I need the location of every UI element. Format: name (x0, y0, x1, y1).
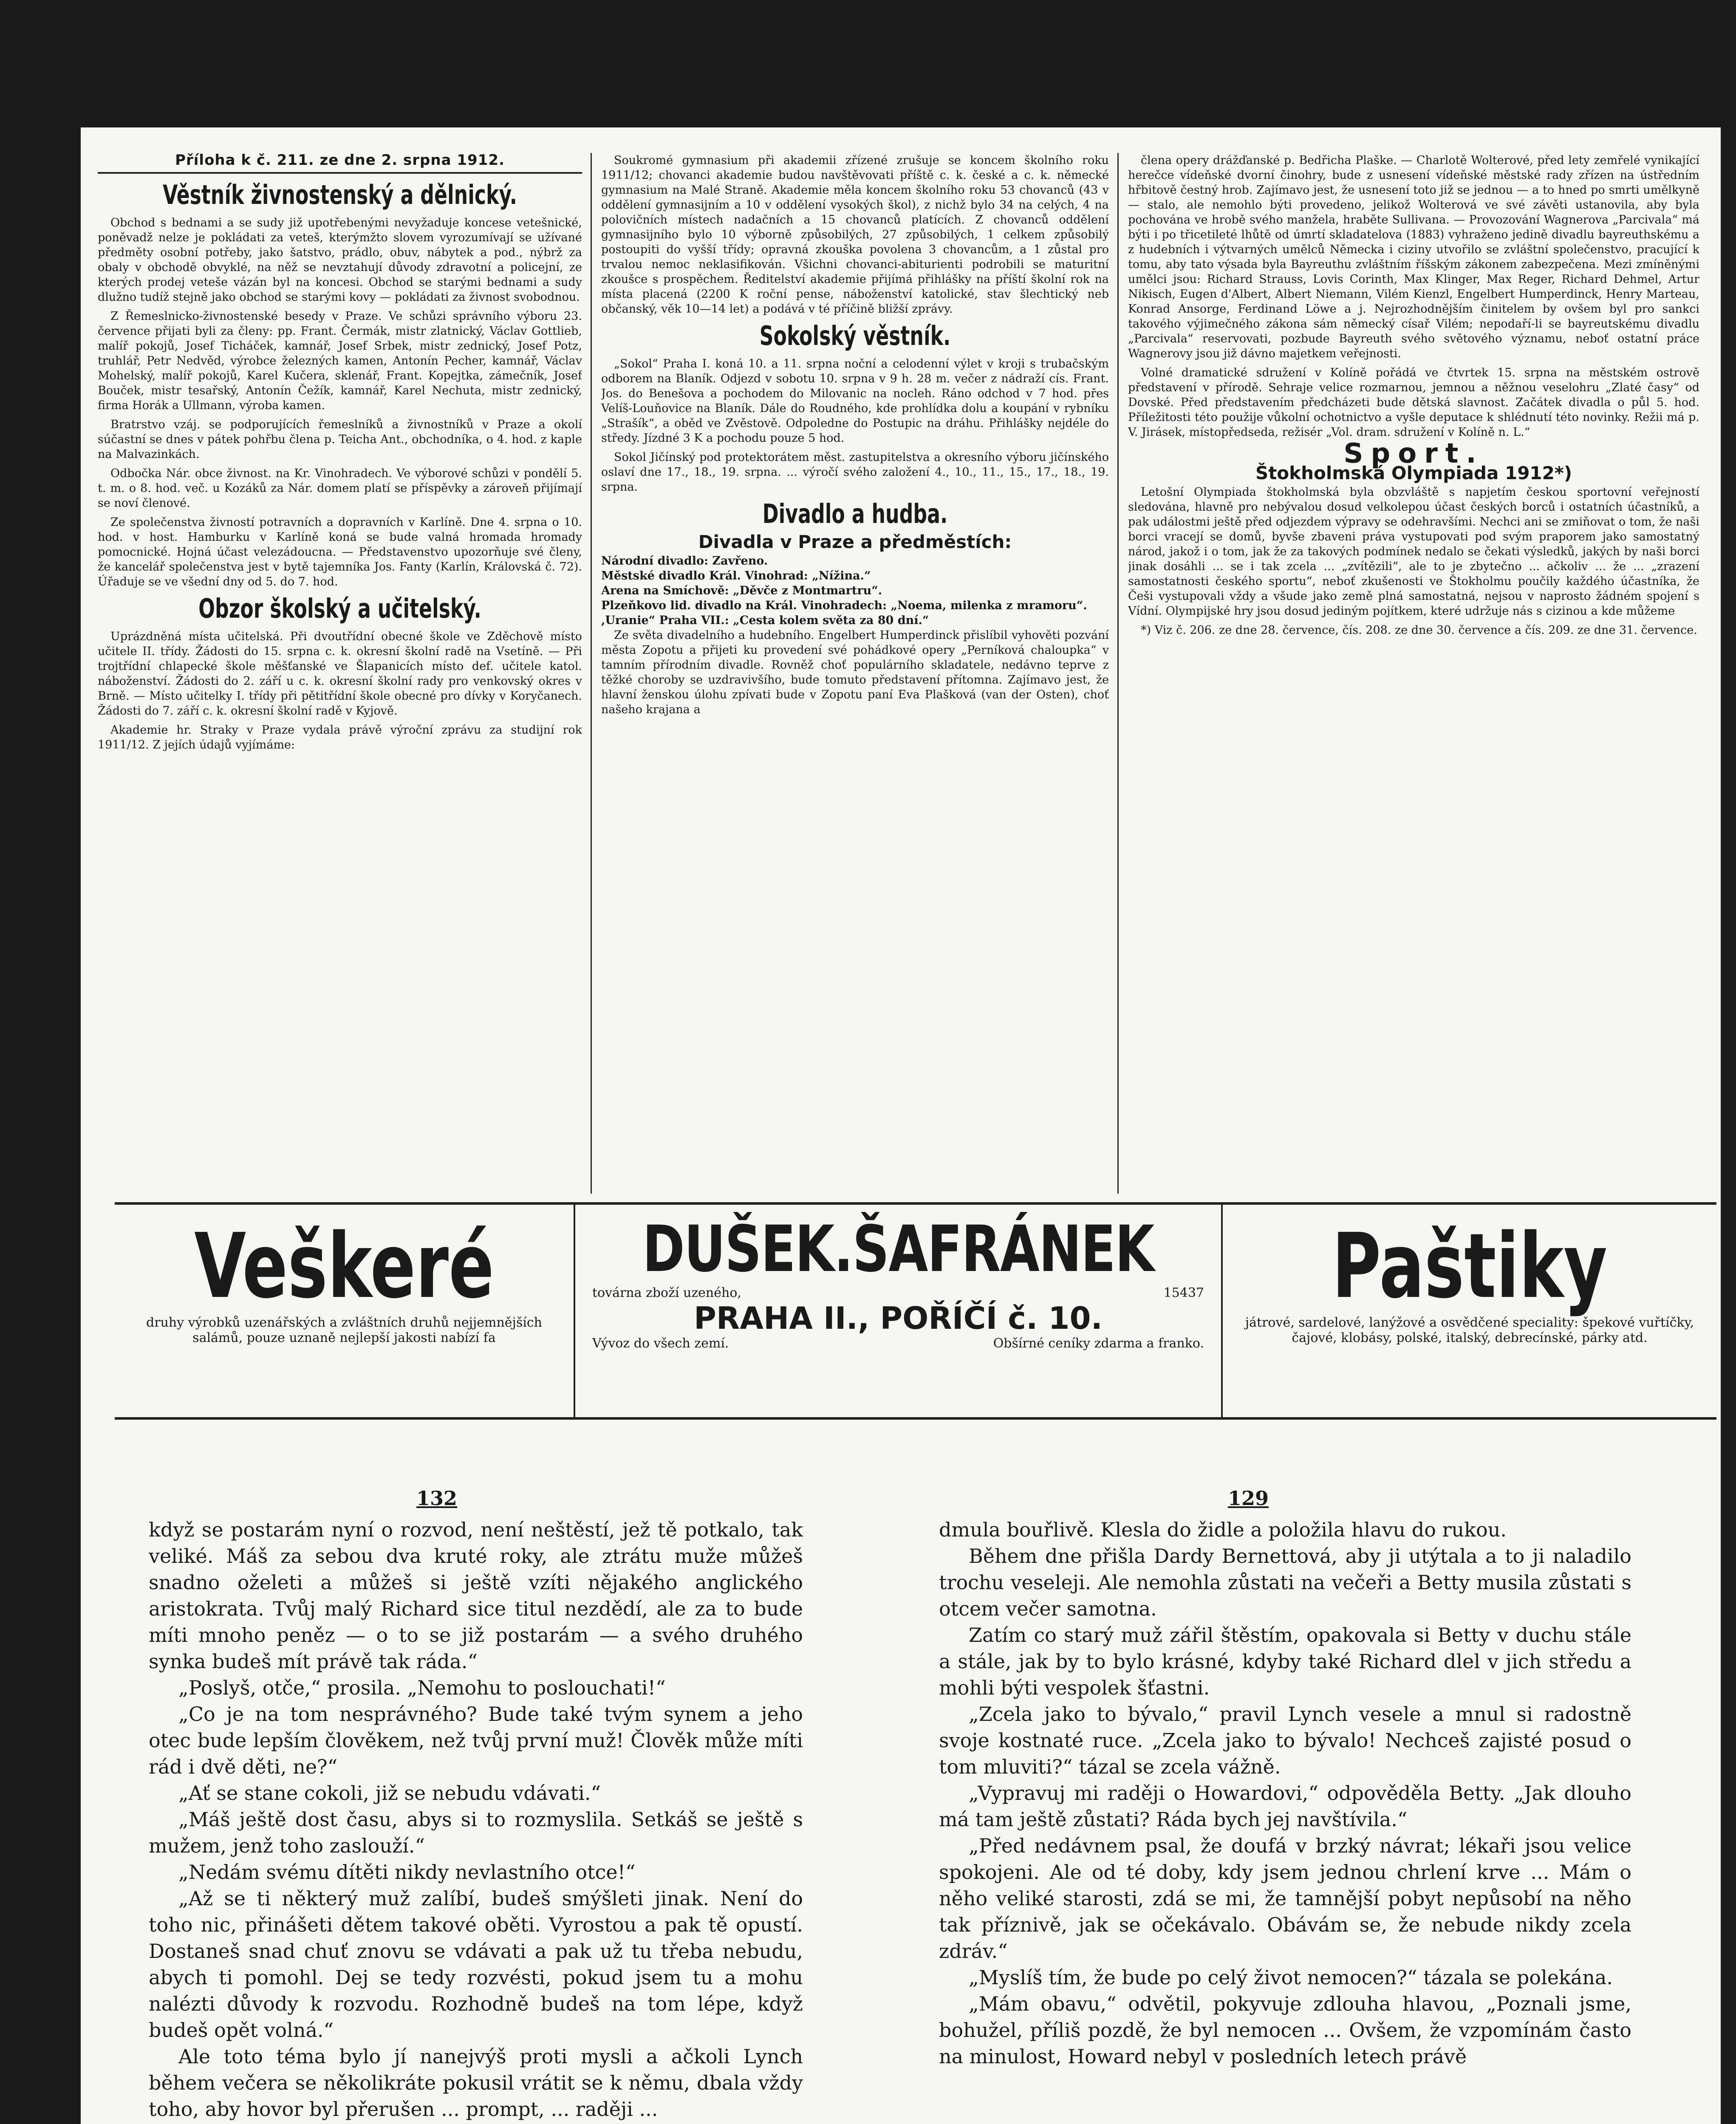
novel-paragraph: „Vypravuj mi raději o Howardovi,“ odpověděla Betty. „Jak dlouho má tam ještě zůstati? Ráda bych jej navštívila.“ (939, 1782, 1631, 1831)
column-rule (1117, 153, 1119, 1194)
ad-pastiky-title: Paštiky (1332, 1214, 1607, 1318)
sport-subheading: Štokholmská Olympiada 1912*) (1255, 463, 1572, 483)
novel-paragraph: „Mám obavu,“ odvětil, pokyvuje zdlouha hlavou, „Poznali jsme, bohužel, příliš pozdě, že byl nemocen ... Ovšem, že vzpomínám často na minulost, Howard nebyl v posledních letech právě (939, 1992, 1631, 2068)
novel-paragraph: když se postarám nyní o rozvod, není neštěstí, jež tě potkalo, tak veliké. Máš za sebou dva kruté roky, ale ztrátu muže můžeš snadno oželeti a můžeš si ještě vzíti nějakého anglického aristokrata. Tvůj malý Richard sice titul nezdědí, ale za to bude míti mnoho peněz — o to se již postarám — a svého druhého synka budeš mít právě tak ráda.“ (149, 1518, 803, 1673)
ad-company-address: PRAHA II., POŘÍČÍ č. 10. (694, 1300, 1103, 1336)
ad-company-catalog: Obšírné ceníky zdarma a franko. (993, 1336, 1204, 1351)
article-paragraph: Sokol Jičínský pod protektorátem měst. zastupitelstva a okresního výboru jičínského oslaví dne 17., 18., 19. srpna. ... výročí svého založení 4., 10., 11., 15., 17., 18., 19. srpna. (601, 451, 1109, 494)
scanned-page (81, 127, 1721, 2124)
divider (98, 172, 582, 174)
ad-company-name: DUŠEK.ŠAFRÁNEK (642, 1212, 1154, 1286)
article-paragraph: Obchod s bednami a se sudy již upotřebenými nevyžaduje koncese vetešnické, poněvadž nelze je pokládati za veteš, kterýmžto slovem vyrozumívají se užívané předměty osobní potřeby, jako šatstvo, prádlo, obuv, nábytek a pod., nýbrž za obaly v obchodě obvyklé, na něž se nevztahují důvody zdravotní a policejní, ze kterých prodej veteše vázán byl na koncesi. Obchod se starými bednami a sudy dlužno tudíž stejně jako obchod se starými kovy — pokládati za živnost svobodnou. (98, 216, 582, 304)
novel-paragraph: „Až se ti některý muž zalíbí, budeš smýšleti jinak. Není do toho nic, přinášeti dětem takové oběti. Vyrostou a pak tě opustí. Dostaneš snad chuť znovu se vdávati a pak už tu třeba nebudu, abych ti pomohl. Dej se tedy rozvésti, pokud jsem tu a mohu nalézti důvody k rozvodu. Rozhodně budeš na tom lépe, když budeš opět volná.“ (149, 1887, 803, 2042)
ad-company-phone: 15437 (1163, 1285, 1204, 1300)
section-heading-school: Obzor školský a učitelský. (198, 593, 481, 624)
novel-paragraph: „Zcela jako to bývalo,“ pravil Lynch vesele a mnul si radostně svoje kostnaté ruce. „Zcela jako to bývalo! Nechceš zajisté posud o tom mluviti?“ tázal se zcela vážně. (939, 1703, 1631, 1778)
left-page-number: 132 (416, 1487, 458, 1510)
novel-paragraph: Zatím co starý muž zářil štěstím, opakovala si Betty v duchu stále a stále, jak by to bylo krásné, kdyby také Richard dlel v jich středu a mohli býti vespolek šťastni. (939, 1624, 1631, 1699)
novel-paragraph: „Ať se stane cokoli, již se nebudu vdávati.“ (178, 1782, 601, 1805)
novel-paragraph: „Máš ještě dost času, abys si to rozmyslila. Setkáš se ještě s mužem, jenž toho zaslouží.“ (149, 1808, 803, 1857)
article-paragraph: Ze společenstva živností potravních a dopravních v Karlíně. Dne 4. srpna o 10. hod. v host. Hamburku v Karlíně koná se bude valná hromada hromady pomocnické. Hojná účast velezádoucna. — Představenstvo upozorňuje své členy, že kancelář společenstva jest v bytě tajemníka Jos. Fanty (Karlín, Královská č. 72). Úřaduje se ve všední dny od 5. do 7. hod. (98, 516, 582, 588)
section-heading-theatre: Divadlo a hudba. (762, 498, 948, 529)
novel-paragraph: „Poslyš, otče,“ prosila. „Nemohu to poslouchati!“ (178, 1676, 666, 1699)
section-heading-sport: Sport. (1343, 438, 1484, 469)
ad-pastiky (1223, 1205, 1716, 1417)
novel-paragraph: „Nedám svému dítěti nikdy nevlastního otce!“ (178, 1861, 636, 1884)
novel-paragraph: „Co je na tom nesprávného? Bude také tvým synem a jeho otec bude lepším člověkem, než tvůj první muž! Člověk může míti rád i dvě děti, ne?“ (149, 1703, 803, 1778)
ad-veskere (115, 1205, 575, 1417)
ad-veskere-title: Veškeré (194, 1214, 494, 1318)
article-paragraph: Soukromé gymnasium při akademii zřízené zrušuje se koncem školního roku 1911/12; chovanci akademie budou navštěvovati příště c. k. české a c. k. německé gymnasium na Malé Straně. Akademie měla koncem školního roku 53 chovanců (43 v oddělení gymnasijním a 10 v oddělení vysokých škol), z nichž bylo 34 na celých, 4 na polovičních místech nadačních a 15 chovanců platících. Z chovanců oddělení gymnasijního bylo 10 výborně způsobilých, 27 způsobilých, 1 celkem způsobilý postoupiti do vyšší třídy; opravná zkouška povolena 3 chovancům, a 1 zůstal pro trvalou nemoc neklasifikován. Všichni chovanci-abiturienti podrobili se maturitní zkoušce s prospěchem. Ředitelství akademie přijímá přihlášky na příští školní rok na místa placená (2200 K roční pense, náboženství katolické, stav šlechtický neb občanský, věk 10—14 let) a podává v té příčině bližší zprávy. (601, 154, 1109, 316)
ad-veskere-text: druhy výrobků uzenářských a zvláštních druhů nejjemnějších salámů, pouze uznaně nejlepší jakosti nabízí fa (146, 1315, 542, 1345)
ad-company-line (575, 1285, 1221, 1300)
novel-paragraph: Během dne přišla Dardy Bernettová, aby ji utýtala a to ji naladilo trochu veseleji. Ale nemohla zůstati na večeři a Betty musila zůstati s otcem večer samotna. (939, 1545, 1631, 1620)
ad-company-description: továrna zboží uzeného, (592, 1285, 741, 1300)
article-paragraph: člena opery drážďanské p. Bedřicha Plaške. — Charlotě Wolterové, před lety zemřelé vynikající herečce vídeňské dvorní činohry, bude z usnesení vídeňské městské rady zřízen na ústředním hřbitově čestný hrob. Zajímavo jest, že usnesení toto již se jednou — a to hned po smrti umělkyně — stalo, ale nemohlo býti provedeno, jelikož Wolterová ve své závěti ustanovila, aby byla pochována ve hrobě svého manžela, hraběte Sullivana. — Provozování Wagnerova „Parcivala“ má býti i po třicetileté lhůtě od úmrtí skladatelova (1883) vyhraženo jedině divadlu bayreuthskému a z hudebních i výtvarných umělců Německa i ciziny utvořilo se zvláštní společenstvo, pracující k tomu, aby tato výsada byla Bayreuthu zvláštním říšským zákonem zabezpečena. Mezi zmíněnými umělci jsou: Richard Strauss, Lovis Corinth, Max Klinger, Max Reger, Richard Dehmel, Artur Nikisch, Eugen d'Albert, Albert Niemann, Vilém Kienzl, Engelbert Humperdinck, Henry Marteau, Konrad Ansorge, Ferdinand Löwe a j. Nejrozhodnějším činitelem by ovšem byl pro sankci takového výjimečného zákona sám německý císař Vilém; nepodaří-li se bayreutskému divadlu „Parcivala“ reservovati, pozbude Bayreuth svého světového významu, neboť ostatní práce Wagnerovy jsou již dávno majetkem veřejnosti. (1128, 154, 1699, 360)
column-rule (591, 153, 592, 1194)
theatre-listing: Národní divadlo: Zavřeno. (601, 554, 768, 568)
article-paragraph: Z Řemeslnicko-živnostenské besedy v Praze. Ve schůzi správního výboru 23. července přijati byli za členy: pp. Frant. Čermák, mistr zlatnický, Václav Gottlieb, malíř pokojů, Josef Ticháček, kamnář, Josef Srbek, mistr zednický, Josef Potz, truhlář, Petr Nedvěd, výrobce železných kamen, Antonín Pecher, kamnář, Václav Mohelský, malíř pokojů, Karel Kučera, sklenář, Frant. Kopejtka, zámečník, Josef Bouček, mistr tesařský, Antonín Čežík, kamnář, Karel Nechuta, mistr zednický, firma Horák a Ullmann, výroba kamen. (98, 310, 582, 412)
section-heading-sokol: Sokolský věstník. (759, 320, 951, 351)
article-paragraph: Bratrstvo vzáj. se podporujících řemeslníků a živnostníků v Praze a okolí súčastní se dnes v pátek pohřbu člena p. Teicha Ant., obchodníka, o 4. hod. z kaple na Malvazinkách. (98, 418, 582, 461)
article-paragraph: Uprázdněná místa učitelská. Při dvoutřídní obecné škole ve Zděchově místo učitele II. třídy. Žádosti do 15. srpna c. k. okresní školní radě na Vsetíně. — Při trojtřídní chlapecké škole měšťanské ve Šlapanicích místo def. učitele katol. náboženství. Žádosti do 2. září u c. k. okresní školní rady pro venkovský okres v Brně. — Místo učitelky I. třídy při pětitřídní škole obecné pro dívky v Koryčanech. Žádosti do 7. září c. k. okresní školní radě v Kyjově. (98, 630, 582, 717)
theatre-listing: Plzeňkovo lid. divadlo na Král. Vinohradech: „Noema, milenka z mramoru“. (601, 599, 1087, 612)
article-paragraph: Letošní Olympiada štokholmská byla obzvláště s napjetím českou sportovní veřejností sledována, hlavně pro nebývalou dosud velkolepou účast českých borců i ostatních účastníků, a pak událostmi ještě před odjezdem výpravy se odehravšími. Nechci ani se zmiňovat o tom, že naši borci vracejí se domů, byvše zbaveni práva vystupovati pod svým praporem jako samostatný národ, jakož i o tom, jak že za takových podmínek nedalo se čekati výsledků, jakých by naši borci jinak dosáhli ... se i tak zcela ... „zvítězili“, ale to je zbytečno ... ačkoliv ... že ... „zrazení samostatnosti českého sportu“, neboť zkušenosti ve Štokholmu poučily každého účastníka, že Češi vystupovali vždy a všude jako země plná samostatná, nejsou v naprosto žádném spojení s Vídní. Olympijské hry jsou dosud jediným pojítkem, které udržuje nás s cizinou a kde můžeme (1128, 486, 1699, 618)
novel-paragraph (149, 2122, 803, 2124)
theatre-listing: Arena na Smíchově: „Děvče z Montmartru“. (601, 584, 882, 597)
column-2 (601, 153, 1109, 1194)
column-3 (1128, 153, 1699, 1194)
footnote: *) Viz č. 206. ze dne 28. července, čís. 208. ze dne 30. července a čís. 209. ze dne 31. července. (1141, 624, 1697, 637)
theatre-listing: ,Uranie“ Praha VII.: „Cesta kolem světa za 80 dní.“ (601, 614, 929, 627)
novel-paragraph: „Před nedávnem psal, že doufá v brzký návrat; lékaři jsou velice spokojeni. Ale od té doby, kdy jsem jednou chrlení krve ... Mám o něho veliké starosti, zdá se mi, že tamnější pobyt nepůsobí na něho tak příznivě, jak se očekávalo. Obávám se, že nebude nikdy zcela zdráv.“ (939, 1834, 1631, 1963)
section-heading-trade: Věstník živnostenský a dělnický. (163, 179, 517, 210)
novel-right-page (939, 1517, 1631, 2124)
article-paragraph: Volné dramatické sdružení v Kolíně pořádá ve čtvrtek 15. srpna na městském ostrově představení v přírodě. Sehraje velice rozmarnou, jemnou a něžnou veselohru „Zlaté časy“ od Dovské. Před představením předcházeti bude dětská slavnost. Začátek divadla o půl 5. hod. Příležitosti této použije vůkolní ochotnictvo a vyšle deputace k shlédnutí této novinky. Režii má p. V. Jirásek, místopředseda, režisér „Vol. dram. sdružení v Kolíně n. L.“ (1128, 366, 1699, 439)
novel-paragraph: dmula bouřlivě. Klesla do židle a položila hlavu do rukou. (939, 1518, 1507, 1541)
theatre-subheading: Divadla v Praze a předměstích: (698, 531, 1012, 552)
novel-left-page (149, 1517, 803, 2124)
ad-pastiky-text: játrové, sardelové, lanýžové a osvědčené speciality: špekové vuřtíčky, čajové, klobásy, polské, italský, debrecínské, párky atd. (1245, 1315, 1694, 1345)
novel-paragraph: „Myslíš tím, že bude po celý život nemocen?“ tázala se polekána. (969, 1966, 1613, 1989)
ad-company-export: Vývoz do všech zemí. (592, 1336, 729, 1351)
right-page-number: 129 (1228, 1487, 1269, 1510)
advertisement-band (115, 1202, 1716, 1420)
issue-line: Příloha k č. 211. ze dne 2. srpna 1912. (175, 153, 505, 169)
article-paragraph: Akademie hr. Straky v Praze vydala právě výroční zprávu za studijní rok 1911/12. Z jejích údajů vyjímáme: (98, 723, 582, 751)
ad-dusek-safranek (575, 1205, 1223, 1417)
novel-paragraph: Ale toto téma bylo jí nanejvýš proti mysli a ačkoli Lynch během večera se několikráte pokusil vrátit se k němu, dbala vždy toho, aby hovor byl přerušen ... prompt, ... raději ... (149, 2045, 803, 2121)
newspaper-section (98, 153, 1699, 1419)
article-paragraph: „Sokol“ Praha I. koná 10. a 11. srpna noční a celodenní výlet v kroji s trubačským odborem na Blaník. Odjezd v sobotu 10. srpna v 9 h. 28 m. večer z nádraží cís. Frant. Jos. do Benešova a pochodem do Milovanic na nocleh. Ráno odchod v 7 hod. přes Velíš-Louňovice na Blaník. Dále do Roudného, kde prohlídka dolu a koupání v rybníku „Strašík“, a oběd ve Zvěstově. Odpoledne do Postupic na dráhu. Přihlášky nejdéle do středy. Jízdné 3 K a pochodu pouze 5 hod. (601, 357, 1109, 445)
column-1 (98, 153, 582, 1194)
article-paragraph: Odbočka Nár. obce živnost. na Kr. Vinohradech. Ve výborové schůzi v pondělí 5. t. m. o 8. hod. več. u Kozáků za Nár. domem platí se příspěvky a zároveň přijímají se noví členové. (98, 467, 582, 510)
ad-company-footer (575, 1336, 1221, 1351)
article-paragraph: Ze světa divadelního a hudebního. Engelbert Humperdinck přislíbil vyhověti pozvání města Zopotu a přijeti ku provedení své pohádkové opery „Perníková chaloupka“ v tamním přírodním divadle. Rovněž choť populárního skladatele, nedávno teprve z těžké choroby se uzdravivšího, bude tomuto představení přítomna. Zajímavo jest, že hlavní ženskou úlohu zpívati bude v Zopotu paní Eva Plašková (van der Osten), choť našeho krajana a (601, 629, 1109, 716)
theatre-listing: Městské divadlo Král. Vinohrad: „Nížina.“ (601, 569, 871, 582)
